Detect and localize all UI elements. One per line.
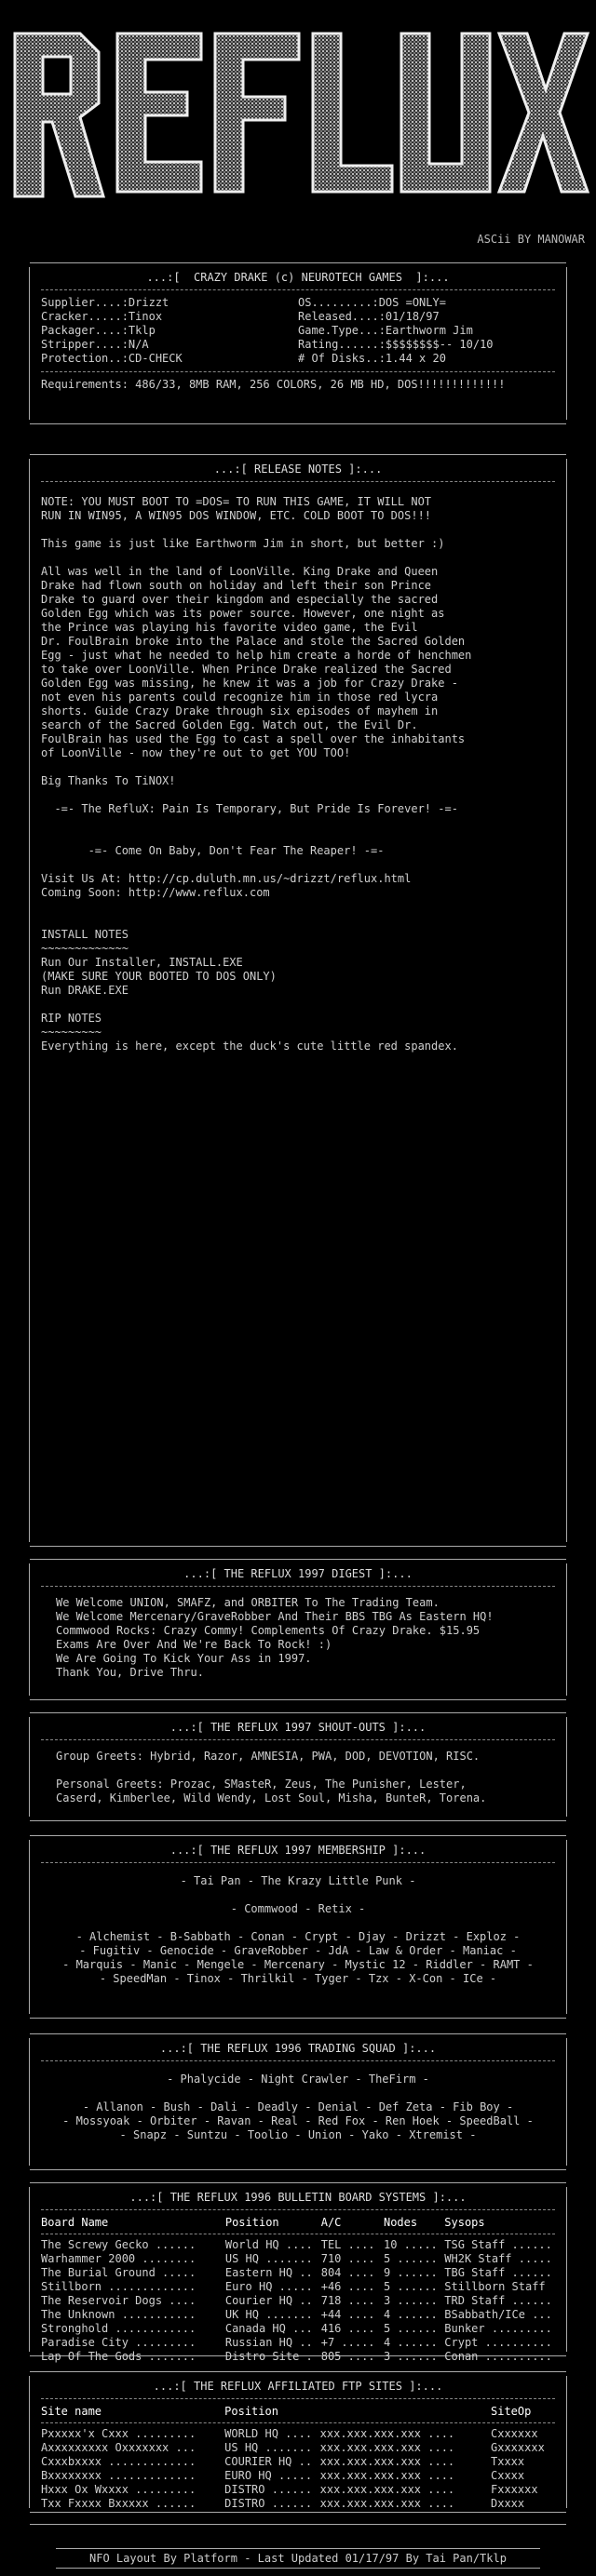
release-info-left: Supplier....: Drizzt Cracker.....: Tinox Packager....: Tklp Stripper....: N/A Protection..: CD-CHECK [41, 296, 183, 365]
digest-box [30, 1559, 566, 1700]
requirements: Requirements: 486/33, 8MB RAM, 256 COLORS, 26 MB HD, DOS!!!!!!!!!!!!! [41, 378, 506, 391]
ftp-table-header: Site name Position SiteOp [41, 2405, 532, 2418]
table-row: Bxxxxxxxx ............. EURO HQ ..... xxx.xxx.xxx.xxx .... Cxxxx [41, 2469, 525, 2482]
footer: NFO Layout By Platform - Last Updated 01/17/97 By Tai Pan/Tklp [56, 2548, 540, 2569]
release-notes-header: ...:[ RELEASE NOTES ]:... [213, 463, 383, 476]
table-row: Txx Fxxxx Bxxxxx ...... DISTRO ...... xxx.xxx.xxx.xxx .... Dxxxx [41, 2497, 525, 2510]
table-row: Cxxxbxxxx ............. COURIER HQ .. xxx.xxx.xxx.xxx .... Txxxx [41, 2455, 525, 2468]
digest-body: We Welcome UNION, SMAFZ, and ORBITER To The Trading Team. We Welcome Mercenary/GraveRobber And Their BBS TBG As Eastern HQ! Commwood Rocks: Crazy Commy! Complements Of Crazy Drake. $15.95 Exams Are Over And We're Back To Rock! :) We Are Going To Kick Your Ass in 1997. Thank You, Drive Thru. [56, 1596, 494, 1679]
shoutouts-body: Group Greets: Hybrid, Razor, AMNESIA, PWA, DOD, DEVOTION, RISC. Personal Greets: Prozac, SMasteR, Zeus, The Punisher, Lester, Caserd, Kimberlee, Wild Wendy, Lost Soul, Misha, BunteR, Torena. [56, 1750, 487, 1805]
ascii-credit: ASCii BY MANOWAR [477, 233, 585, 246]
shoutouts-box [30, 1712, 566, 1821]
bbs-box [30, 2182, 566, 2363]
table-row: Stillborn ............. Euro HQ ..... +46 .... 5 ...... Stillborn Staff [41, 2280, 552, 2293]
membership-box [30, 1835, 566, 2019]
table-row: Hxxx Ox Wxxxx ......... DISTRO ...... xxx.xxx.xxx.xxx .... Fxxxxxx [41, 2483, 538, 2496]
digest-header: ...:[ THE REFLUX 1997 DIGEST ]:... [183, 1567, 413, 1580]
release-info-box [30, 262, 566, 424]
ftp-header: ...:[ THE REFLUX AFFILIATED FTP SITES ]:... [153, 2380, 443, 2393]
trading-header: ...:[ THE REFLUX 1996 TRADING SQUAD ]:... [159, 2042, 437, 2055]
membership-header: ...:[ THE REFLUX 1997 MEMBERSHIP ]:... [169, 1844, 427, 1857]
reflux-ascii-logo [6, 6, 590, 229]
ftp-table [30, 2405, 566, 2511]
bbs-table-header: Board Name Position A/C Nodes Sysops [41, 2216, 485, 2229]
table-row: Stronghold ............ Canada HQ ... 416 .... 5 ...... Bunker ......... [41, 2322, 552, 2335]
ftp-box [30, 2371, 566, 2513]
spacer [30, 2524, 566, 2525]
table-row: Pxxxxx'x Cxxx ......... WORLD HQ .... xxx.xxx.xxx.xxx .... Cxxxxxx [41, 2427, 538, 2440]
trading-box [30, 2033, 566, 2170]
table-row: Warhammer 2000 ........ US HQ ....... 710 .... 5 ...... WH2K Staff ..... [41, 2252, 552, 2265]
table-row: The Unknown ........... UK HQ ....... +44 .... 4 ...... BSabbath/ICe ... [41, 2308, 552, 2321]
membership-body: - Tai Pan - The Krazy Little Punk - - Commwood - Retix - - Alchemist - B-Sabbath - Conan - Crypt - Djay - Drizzt - Exploz - - Fugitiv - Genocide - GraveRobber - JdA - Law & Order - Maniac - - Marquis - Manic - Mengele - Mercenary - Mystic 12 - Riddler - RAMT - - SpeedMan - Tinox - Thrilkil - Tyger - Tzx - X-Con - ICe - [62, 1874, 534, 1985]
release-notes-body: NOTE: YOU MUST BOOT TO =DOS= TO RUN THIS GAME, IT WILL NOT RUN IN WIN95, A WIN95 DOS WINDOW, ETC. COLD BOOT TO DOS!!! This game is just like Earthworm Jim in short, but better :) All was well in the land of LoonVille. King Drake and Queen Drake had flown south on holiday and left their son Prince Drake to guard over their kingdom and especially the sacred Golden Egg which was its power source. However, one night as the Prince was playing his favorite video game, the Evil Dr. FoulBrain broke into the Palace and stole the Sacred Golden Egg - just what he needed to help him create a horde of henchmen to take over LoonVille. When Prince Drake realized the Sacred Golden Egg was missing, he knew it was a job for Crazy Drake - not even his parents could recognize him in those red lycra shorts. Guide Crazy Drake through six episodes of mayhem in search of the Sacred Golden Egg. Watch out, the Evil Dr. FoulBrain has used the Egg to cast a spell over the inhabitants of LoonVille - now they're out to get YOU TOO! Big Thanks To TiNOX! -=- The RefluX: Pain Is Temporary, But Pride Is Forever! -=- -=- Come On Baby, Don't Fear The Reaper! -=- Visit Us At: http://cp.duluth.mn.us/~drizzt/reflux.html Coming Soon: http://www.reflux.com INSTALL NOTES ~~~~~~~~~~~~~ Run Our Installer, INSTALL.EXE (MAKE SURE YOUR BOOTED TO DOS ONLY) Run DRAKE.EXE RIP NOTES ~~~~~~~~~ Everything is here, except the duck's cute little red spandex. [41, 495, 472, 1053]
table-row: The Screwy Gecko ...... World HQ .... TEL .... 10 ..... TSG Staff ...... [41, 2238, 552, 2251]
table-row: Lap Of The Gods ....... Distro Site . 805 .... 3 ...... Conan .......... [41, 2350, 552, 2363]
release-title: ...:[ CRAZY DRAKE (c) NEUROTECH GAMES ]:... [146, 271, 450, 284]
table-row: Axxxxxxxxx Oxxxxxxx ... US HQ ....... xxx.xxx.xxx.xxx .... Gxxxxxxx [41, 2441, 545, 2454]
table-row: The Reservoir Dogs .... Courier HQ .. 718 .... 3 ...... TRD Staff ...... [41, 2294, 552, 2307]
release-info-right: OS.........: DOS =ONLY= Released....: 01/18/97 Game.Type...: Earthworm Jim Rating......: $$$$$$$$-- 10/10 # Of Disks..: 1.44 x 20 [298, 296, 494, 365]
table-row: The Burial Ground ..... Eastern HQ .. 804 .... 9 ...... TBG Staff ...... [41, 2266, 552, 2279]
bbs-header: ...:[ THE REFLUX 1996 BULLETIN BOARD SYSTEMS ]:... [129, 2191, 467, 2204]
release-notes-box [30, 454, 566, 1547]
shoutouts-header: ...:[ THE REFLUX 1997 SHOUT-OUTS ]:... [169, 1721, 427, 1734]
trading-body: - Phalycide - Night Crawler - TheFirm - - Allanon - Bush - Dali - Deadly - Denial - Def Zeta - Fib Boy - - Mossyoak - Orbiter - Ravan - Real - Red Fox - Ren Hoek - SpeedBall - - Snapz - Suntzu - Toolio - Union - Yako - Xtremist - [62, 2073, 534, 2141]
bbs-table [30, 2216, 566, 2364]
table-row: Paradise City ......... Russian HQ .. +7 ..... 4 ...... Crypt .......... [41, 2336, 552, 2349]
